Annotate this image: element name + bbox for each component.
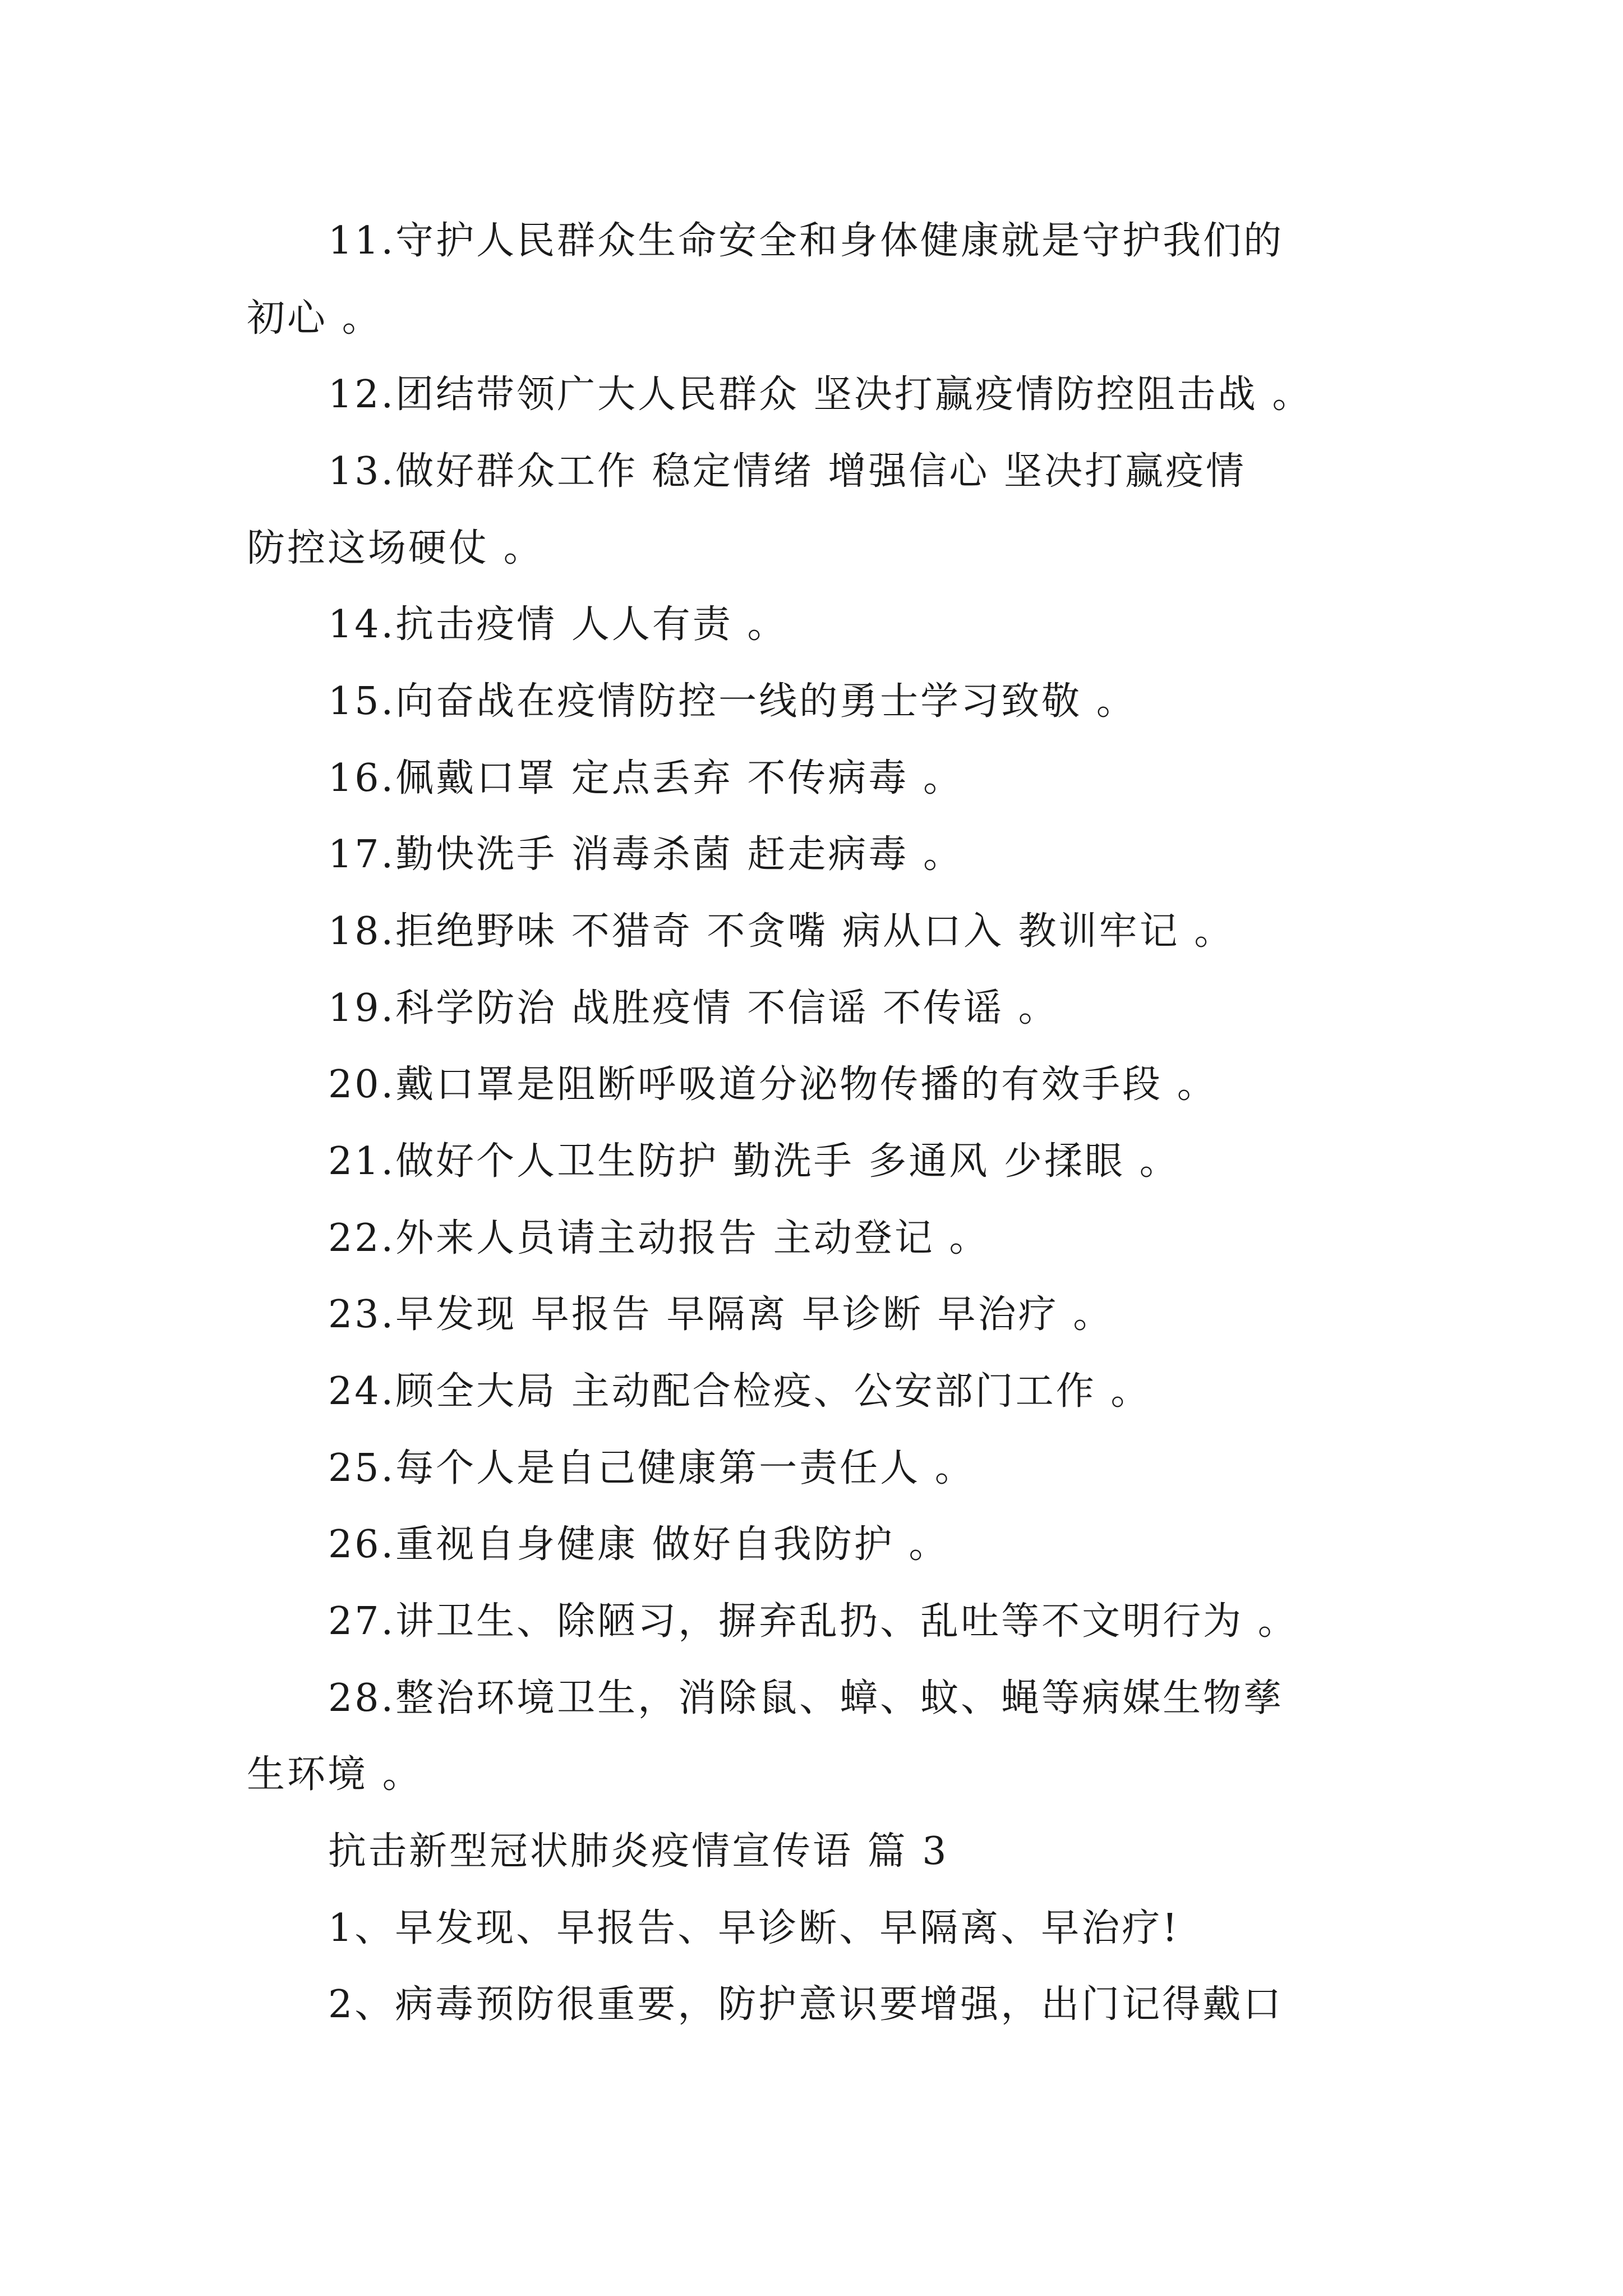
paragraph-line: 25.每个人是自己健康第一责任人 。 <box>328 1446 975 1490</box>
paragraph-line: 1、早发现、早报告、早诊断、早隔离、早治疗! <box>328 1906 1180 1950</box>
paragraph-line: 初心 。 <box>247 296 382 341</box>
section-heading: 抗击新型冠状肺炎疫情宣传语 篇 3 <box>328 1829 949 1874</box>
paragraph-line: 2、病毒预防很重要，防护意识要增强，出门记得戴口 <box>328 1982 1284 2027</box>
paragraph-line: 22.外来人员请主动报告 主动登记 。 <box>328 1216 990 1260</box>
paragraph-line: 14.抗击疫情 人人有责 。 <box>328 602 788 647</box>
paragraph-line: 19.科学防治 战胜疫情 不信谣 不传谣 。 <box>328 986 1059 1030</box>
paragraph-line: 17.勤快洗手 消毒杀菌 赶走病毒 。 <box>328 832 963 877</box>
paragraph-line: 11.守护人民群众生命安全和身体健康就是守护我们的 <box>328 219 1284 263</box>
paragraph-line: 16.佩戴口罩 定点丢弃 不传病毒 。 <box>328 756 963 800</box>
paragraph-line: 28.整治环境卫生，消除鼠、蟑、蚊、蝇等病媒生物孳 <box>328 1676 1284 1720</box>
paragraph-line: 23.早发现 早报告 早隔离 早诊断 早治疗 。 <box>328 1292 1114 1337</box>
paragraph-line: 12.团结带领广大人民群众 坚决打赢疫情防控阻击战 。 <box>328 372 1313 417</box>
paragraph-line: 27.讲卫生、除陋习，摒弃乱扔、乱吐等不文明行为 。 <box>328 1599 1298 1644</box>
paragraph-line: 26.重视自身健康 做好自我防护 。 <box>328 1522 949 1567</box>
paragraph-line: 21.做好个人卫生防护 勤洗手 多通风 少揉眼 。 <box>328 1139 1180 1184</box>
paragraph-line: 13.做好群众工作 稳定情绪 增强信心 坚决打赢疫情 <box>328 449 1246 494</box>
paragraph-line: 20.戴口罩是阻断呼吸道分泌物传播的有效手段 。 <box>328 1062 1218 1107</box>
paragraph-line: 18.拒绝野味 不猎奇 不贪嘴 病从口入 教训牢记 。 <box>328 909 1235 954</box>
paragraph-line: 24.顾全大局 主动配合检疫、公安部门工作 。 <box>328 1369 1151 1414</box>
paragraph-line: 防控这场硬仗 。 <box>247 526 544 570</box>
paragraph-line: 生环境 。 <box>247 1752 423 1797</box>
paragraph-line: 15.向奋战在疫情防控一线的勇士学习致敬 。 <box>328 679 1137 724</box>
